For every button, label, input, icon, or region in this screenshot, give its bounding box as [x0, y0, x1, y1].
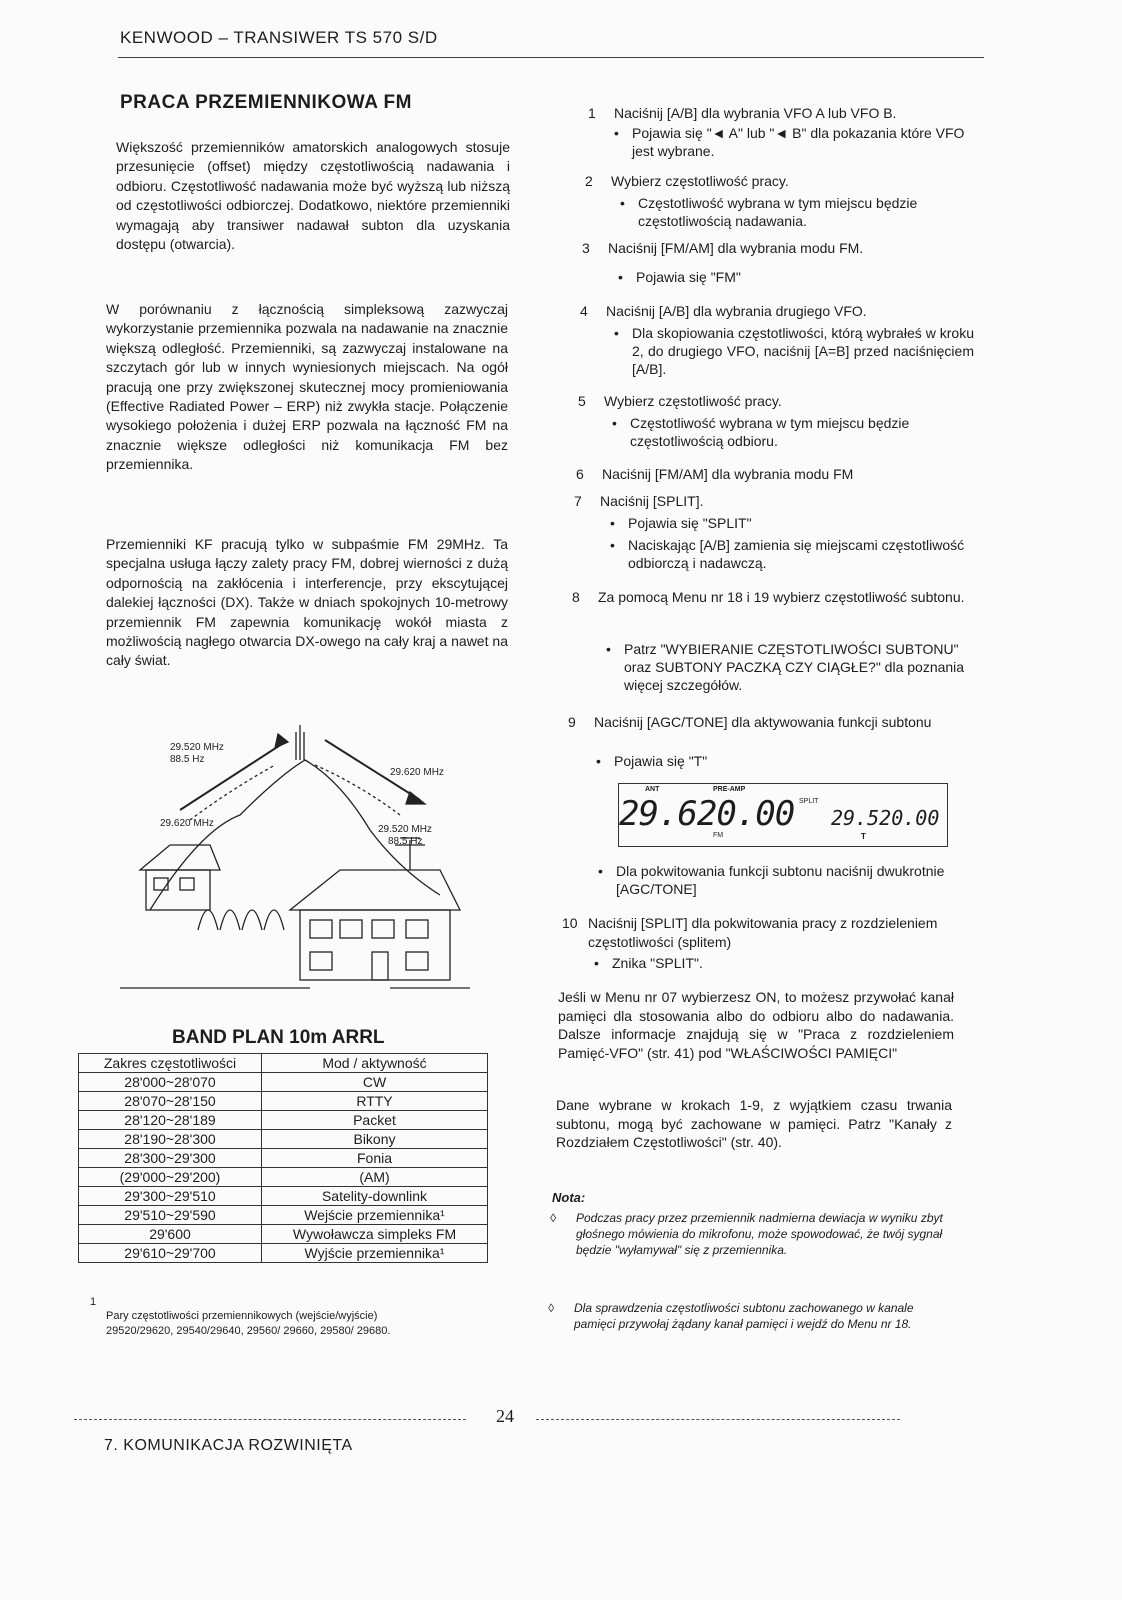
band-plan-table	[78, 1053, 488, 1263]
section-title: PRACA PRZEMIENNIKOWA FM	[120, 92, 412, 113]
step-number: 8	[572, 589, 580, 605]
bullet-text: Pojawia się "T"	[614, 753, 708, 769]
header-title: KENWOOD – TRANSIWER TS 570 S/D	[120, 28, 438, 47]
step-text: Naciśnij [A/B] dla wybrania VFO A lub VFO B.	[614, 105, 897, 121]
footnote-line: Pary częstotliwości przemiennikowych (wejście/wyjście)	[106, 1310, 378, 1322]
table-cell: 29'300~29'510	[79, 1187, 262, 1206]
step-text: Naciśnij [FM/AM] dla wybrania modu FM.	[608, 240, 864, 256]
table-row	[79, 1244, 488, 1263]
lcd-ant-label: ANT	[645, 786, 660, 793]
table-cell: (29'000~29'200)	[79, 1168, 262, 1187]
column-header: Mod / aktywność	[262, 1054, 488, 1073]
paragraph-offset: Większość przemienników amatorskich analogowych stosuje przesunięcie (offset) między częstotliwością nadawania i odbioru. Częstotliwość nadawania może być wyższą lub niższą od częstotliwości odbiorczej. Dodatkowo, niektóre przemienniki wymagają aby transiwer nadawał subton dla uzyskania dostępu (otwarcia).	[116, 139, 510, 253]
table-cell: Wejście przemiennika¹	[262, 1206, 488, 1225]
step-text: Za pomocą Menu nr 18 i 19 wybierz częstotliwość subtonu.	[598, 589, 965, 605]
bullet-text: Dla skopiowania częstotliwości, którą wybrałeś w kroku 2, do drugiego VFO, naciśnij [A=B] przed naciśnięciem [A/B].	[632, 325, 974, 377]
step-text: Naciśnij [SPLIT] dla pokwitowania pracy z rozdzieleniem częstotliwości (splitem)	[588, 915, 938, 950]
repeater-illustration	[110, 720, 480, 1010]
table-cell: 28'070~28'150	[79, 1092, 262, 1111]
footnote-line: 29520/29620, 29540/29640, 29560/ 29660, 29580/ 29680.	[106, 1325, 391, 1337]
table-row	[79, 1130, 488, 1149]
bullet-text: Pojawia się "◄ A" lub "◄ B" dla pokazania które VFO jest wybrane.	[632, 125, 965, 159]
table-cell: Wywoławcza simpleks FM	[262, 1225, 488, 1244]
paragraph-memory: Jeśli w Menu nr 07 wybierzesz ON, to możesz przywołać kanał pamięci dla stosowania albo do odbioru albo do nadawania. Dalsze informacje znajdują się w "Praca z rozdzieleniem Pamięć-VFO" (str. 41) pod "WŁAŚCIWOŚCI PAMIĘCI"	[558, 989, 954, 1061]
step-text: Naciśnij [SPLIT].	[600, 493, 704, 509]
table-row	[79, 1187, 488, 1206]
table-cell: CW	[262, 1073, 488, 1092]
lcd-preamp-label: PRE-AMP	[713, 786, 746, 793]
lcd-main-frequency: 29.620.00	[619, 794, 795, 834]
table-cell: (AM)	[262, 1168, 488, 1187]
paragraph-simplex: W porównaniu z łącznością simpleksową zazwyczaj wykorzystanie przemiennika pozwala na nadawanie na znacznie większą odległość. Przemienniki, są zazwyczaj instalowane na szczytach gór lub w innych wyniesionych miejscach. Na ogół pracują one przy zwiększonej skutecznej mocy promieniowania (Effective Radiated Power – ERP) niż zwykła stacje. Połączenie wysokiego położenia i dużej ERP pozwala na łączność FM na znacznie większe odległości niż komunikacja FM bez przemiennika.	[106, 301, 508, 473]
lcd-fm-label: FM	[713, 832, 724, 839]
footer-rule-right	[536, 1419, 900, 1420]
table-cell: RTTY	[262, 1092, 488, 1111]
label-tr: 29.620 MHz	[390, 767, 444, 778]
footnote-mark: 1	[90, 1296, 97, 1308]
bullet-text: Częstotliwość wybrana w tym miejscu będzie częstotliwością odbioru.	[630, 415, 910, 449]
diamond-icon: ◊	[548, 1301, 554, 1315]
table-cell: Wyjście przemiennika¹	[262, 1244, 488, 1263]
bullet-text: Pojawia się "SPLIT"	[628, 515, 752, 531]
label-tl-tone: 88.5 Hz	[170, 754, 205, 765]
bullet-text: Częstotliwość wybrana w tym miejscu będzie częstotliwością nadawania.	[638, 195, 918, 229]
bullet-text: Pojawia się "FM"	[636, 269, 741, 285]
table-cell: Fonia	[262, 1149, 488, 1168]
page-number: 24	[496, 1406, 514, 1426]
step-text: Wybierz częstotliwość pracy.	[604, 393, 782, 409]
step-text: Naciśnij [AGC/TONE] dla aktywowania funkcji subtonu	[594, 714, 932, 730]
table-cell: 28'300~29'300	[79, 1149, 262, 1168]
bullet-text: Naciskając [A/B] zamienia się miejscami częstotliwość odbiorczą i nadawczą.	[628, 537, 965, 571]
step-number: 5	[578, 393, 586, 409]
table-header-row	[79, 1054, 488, 1073]
label-br-tone: 88.5 Hz	[388, 836, 423, 847]
table-cell: 29'600	[79, 1225, 262, 1244]
label-ml: 29.620 MHz	[160, 818, 214, 829]
bullet-text: Znika "SPLIT".	[612, 955, 703, 971]
table-cell: Satelity-downlink	[262, 1187, 488, 1206]
table-row	[79, 1168, 488, 1187]
step-number: 6	[576, 466, 584, 482]
table-row	[79, 1073, 488, 1092]
step-text: Naciśnij [FM/AM] dla wybrania modu FM	[602, 466, 854, 482]
table-cell: 28'120~28'189	[79, 1111, 262, 1130]
note-title: Nota:	[552, 1190, 586, 1205]
table-cell: 28'000~28'070	[79, 1073, 262, 1092]
table-cell: 28'190~28'300	[79, 1130, 262, 1149]
table-cell: 29'610~29'700	[79, 1244, 262, 1263]
lcd-split-label: SPLIT	[799, 798, 819, 805]
diamond-icon: ◊	[550, 1211, 556, 1225]
step-number: 7	[574, 493, 582, 509]
header-rule	[118, 57, 984, 58]
table-row	[79, 1225, 488, 1244]
note-text: Dla sprawdzenia częstotliwości subtonu zachowanego w kanale pamięci przywołaj żądany kanał pamięci i wejdź do Menu nr 18.	[574, 1301, 914, 1331]
table-cell: Packet	[262, 1111, 488, 1130]
label-br-freq: 29.520 MHz	[378, 824, 432, 835]
step-number: 4	[580, 303, 588, 319]
footer-rule-left	[74, 1419, 466, 1420]
lcd-t-label: T	[861, 832, 866, 841]
step-number: 2	[585, 173, 593, 189]
table-cell: 29'510~29'590	[79, 1206, 262, 1225]
column-header: Zakres częstotliwości	[79, 1054, 262, 1073]
table-row	[79, 1092, 488, 1111]
step-number: 1	[588, 105, 596, 121]
lcd-display	[618, 783, 948, 847]
paragraph-hf-repeaters: Przemienniki KF pracują tylko w subpaśmie FM 29MHz. Ta specjalna usługa łączy zalety pracy FM, dobrej wierności z dużą odpornością na zakłócenia i interferencje, przy ekscytującej dalekiej łączności (DX). Także w dniach spokojnych 10-metrowy przemiennik FM zapewnia komunikację wokół miasta z możliwością nagłego otwarcia DX-owego na cały kraj a nawet na cały świat.	[106, 536, 508, 669]
table-row	[79, 1111, 488, 1130]
paragraph-store: Dane wybrane w krokach 1-9, z wyjątkiem czasu trwania subtonu, mogą być zachowane w pamięci. Patrz "Kanały z Rozdziałem Częstotliwości" (str. 40).	[556, 1097, 952, 1150]
step-text: Naciśnij [A/B] dla wybrania drugiego VFO.	[606, 303, 867, 319]
table-cell: Bikony	[262, 1130, 488, 1149]
bullet-text: Dla pokwitowania funkcji subtonu naciśnij dwukrotnie [AGC/TONE]	[616, 863, 945, 897]
footer-chapter: 7. KOMUNIKACJA ROZWINIĘTA	[104, 1437, 353, 1454]
bullet-text: Patrz "WYBIERANIE CZĘSTOTLIWOŚCI SUBTONU" oraz SUBTONY PACZKĄ CZY CIĄGŁE?" dla poznania więcej szczegółów.	[624, 641, 965, 693]
band-plan-title: BAND PLAN 10m ARRL	[172, 1027, 385, 1048]
label-tl-freq: 29.520 MHz	[170, 742, 224, 753]
step-number: 10	[562, 915, 578, 931]
table-row	[79, 1206, 488, 1225]
step-number: 9	[568, 714, 576, 730]
footnote	[106, 1309, 466, 1339]
note-text: Podczas pracy przez przemiennik nadmierna dewiacja w wyniku zbyt głośnego mówienia do mikrofonu, może spowodować, że twój sygnał będzie "wyłamywał" się z przemiennika.	[576, 1211, 943, 1257]
step-number: 3	[582, 240, 590, 256]
step-text: Wybierz częstotliwość pracy.	[611, 173, 789, 189]
lcd-sub-frequency: 29.520.00	[831, 806, 940, 830]
table-row	[79, 1149, 488, 1168]
